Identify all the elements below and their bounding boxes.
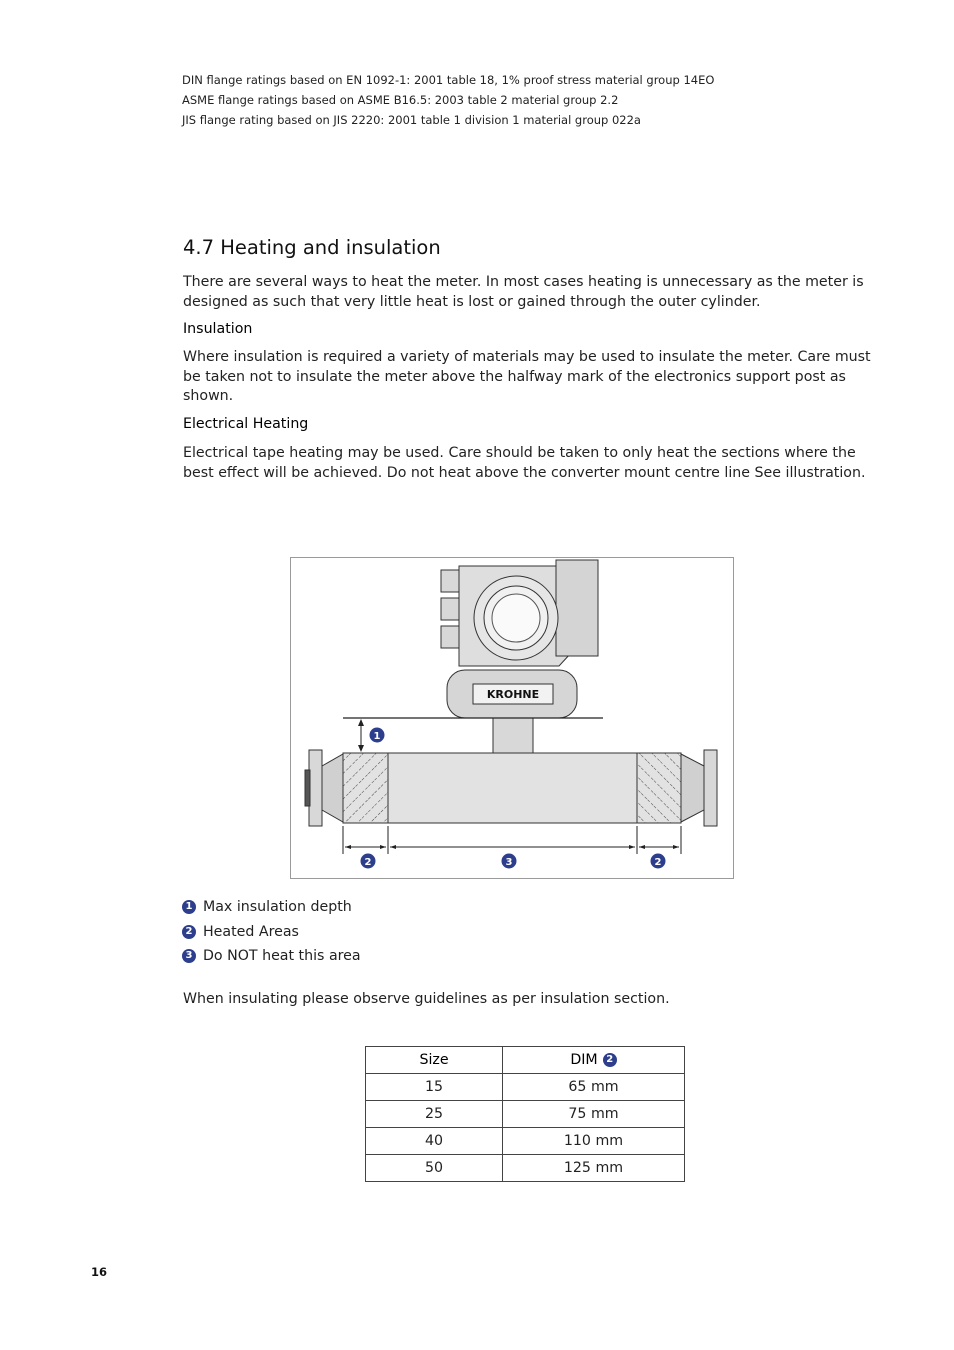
note-din: DIN flange ratings based on EN 1092-1: 2001 table 18, 1% proof stress material group 14EO [182, 73, 715, 87]
note-asme: ASME flange ratings based on ASME B16.5: 2003 table 2 material group 2.2 [182, 93, 619, 107]
table-header-row [366, 1047, 685, 1074]
legend-badge: 2 [182, 925, 196, 939]
table-row [366, 1101, 685, 1128]
meter-drawing [291, 558, 733, 878]
legend-badge: 1 [182, 900, 196, 914]
left-heated-area [343, 753, 388, 823]
legend-label: Heated Areas [203, 923, 299, 940]
flange-rating-notes [182, 70, 714, 130]
legend-label: Do NOT heat this area [203, 948, 361, 965]
legend-item [182, 895, 361, 920]
header-dim-badge: 2 [603, 1053, 617, 1067]
insulation-heading: Insulation [183, 321, 253, 337]
insulation-paragraph: Where insulation is required a variety of materials may be used to insulate the meter. Care must be taken not to insulate the meter above the halfway mark of the electronics support post as shown. [183, 349, 871, 404]
svg-text:1: 1 [373, 731, 381, 742]
outer-cylinder [343, 753, 681, 823]
legend-badge: 3 [182, 949, 196, 963]
heating-insulation-illustration [290, 557, 734, 879]
intro-paragraph: There are several ways to heat the meter. In most cases heating is unnecessary as the meter is designed as such that very little heat is lost or gained through the outer cylinder. [183, 274, 864, 310]
page-number: 16 [91, 1265, 108, 1279]
note-jis: JIS flange rating based on JIS 2220: 2001 table 1 division 1 material group 022a [182, 113, 641, 127]
legend-label: Max insulation depth [203, 899, 352, 916]
marker-2-right [651, 854, 666, 869]
heating-paragraph: Electrical tape heating may be used. Care should be taken to only heat the sections where the best effect will be achieved. Do not heat above the converter mount centre line See illustration. [183, 445, 866, 481]
svg-text:2: 2 [364, 857, 372, 868]
left-flange [309, 750, 322, 826]
header-size: Size [366, 1047, 503, 1074]
marker-1 [370, 728, 385, 743]
right-flange [704, 750, 717, 826]
observe-paragraph: When insulating please observe guidelines as per insulation section. [183, 991, 670, 1007]
cell-size: 15 [366, 1074, 503, 1101]
cell-dim: 65 mm [503, 1074, 685, 1101]
header-dim [503, 1047, 685, 1074]
cell-size: 25 [366, 1101, 503, 1128]
heating-heading: Electrical Heating [183, 416, 309, 432]
svg-text:2: 2 [654, 857, 662, 868]
cell-dim: 75 mm [503, 1101, 685, 1128]
figure-legend [182, 895, 361, 969]
legend-item [182, 920, 361, 945]
table-row [366, 1155, 685, 1182]
cell-dim: 110 mm [503, 1128, 685, 1155]
marker-2-left [361, 854, 376, 869]
legend-item [182, 944, 361, 969]
table-row [366, 1128, 685, 1155]
right-heated-area [637, 753, 681, 823]
converter-housing [441, 560, 598, 666]
cell-size: 40 [366, 1128, 503, 1155]
table-row [366, 1074, 685, 1101]
dimension-table [365, 1046, 685, 1182]
brand-plate [447, 670, 577, 718]
marker-3 [502, 854, 517, 869]
cell-dim: 125 mm [503, 1155, 685, 1182]
cell-size: 50 [366, 1155, 503, 1182]
header-dim-label: DIM [570, 1052, 598, 1068]
brand-label: KROHNE [486, 688, 540, 701]
support-post [493, 718, 533, 756]
svg-text:3: 3 [505, 857, 513, 868]
section-title: 4.7 Heating and insulation [183, 236, 441, 259]
